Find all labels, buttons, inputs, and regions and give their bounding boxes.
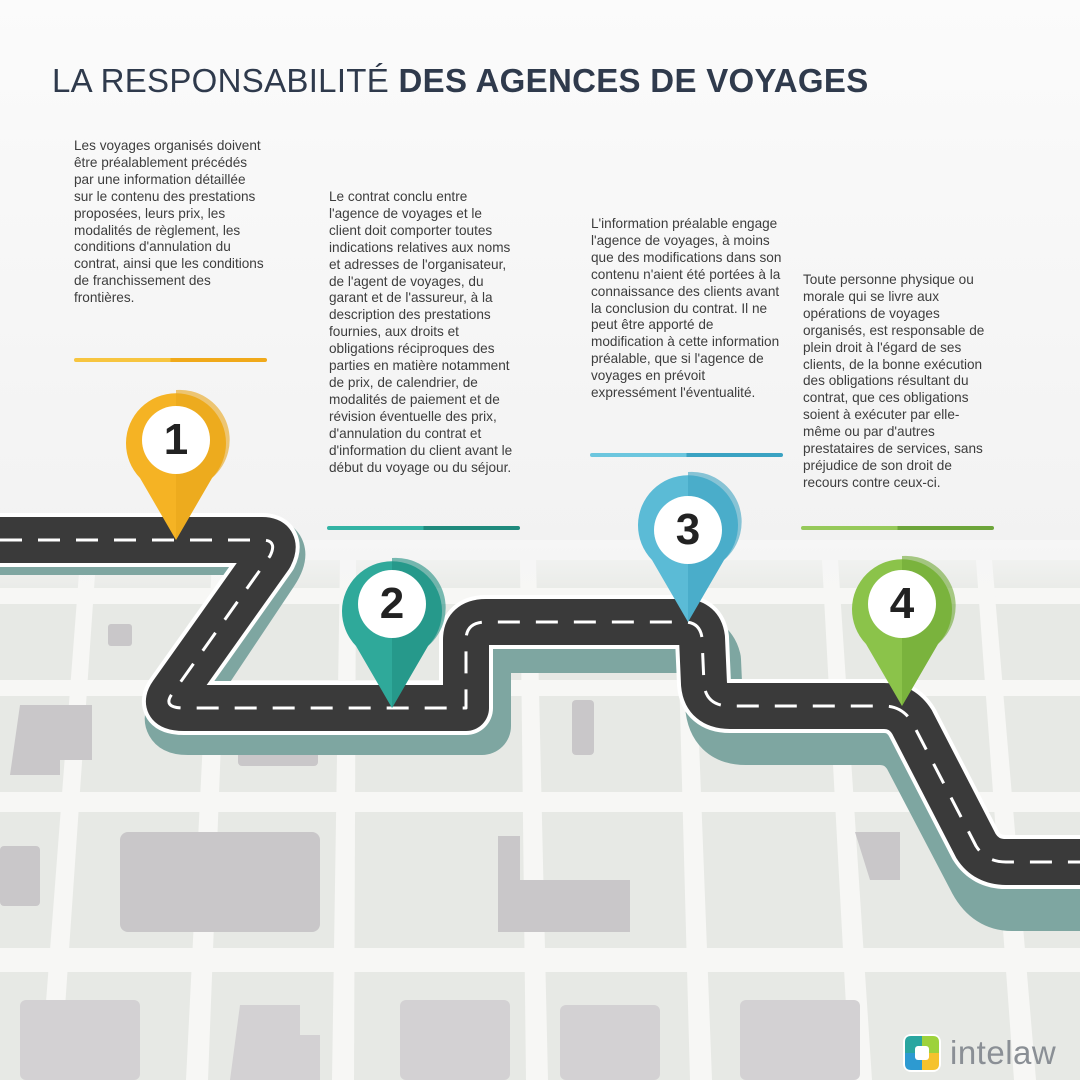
pin-3-number: 3 xyxy=(654,496,722,564)
brand-name: intelaw xyxy=(950,1034,1057,1071)
step-4-underline xyxy=(801,526,994,530)
title-bold: DES AGENCES DE VOYAGES xyxy=(398,62,869,99)
step-2-text: Le contrat conclu entre l'agence de voyages et le client doit comporter toutes indications relatives aux noms et adresses de l'organisateur, de l'agent de voyages, du garant et de l'assureur, à la description des prestations fournies, aux droits et obligations réciproques des parties en matière notamment de prix, de calendrier, de modalités de paiement et de révision éventuelle des prix, d'annulation du contrat et d'information du client avant le début du voyage ou du séjour. xyxy=(329,189,513,475)
step-1-text: Les voyages organisés doivent être préalablement précédés par une information détaillée sur le contenu des prestations proposées, leurs prix, les modalités de règlement, les conditions d'annulation du contrat, ainsi que les conditions de franchissement des frontières. xyxy=(74,138,264,306)
intelaw-logo-icon xyxy=(903,1034,941,1072)
page-title xyxy=(52,62,869,100)
title-light: LA RESPONSABILITÉ xyxy=(52,62,390,99)
step-1-underline xyxy=(74,358,267,362)
step-3-text: L'information préalable engage l'agence de voyages, à moins que des modifications dans son contenu n'aient été portées à la connaissance des clients avant la conclusion du contrat. Il ne peut être apporté de modification à cette information préalable, que si l'agence de voyages en prévoit expressément l'éventualité. xyxy=(591,216,782,401)
step-3-underline xyxy=(590,453,783,457)
step-4-text: Toute personne physique ou morale qui se livre aux opérations de voyages organisés, est responsable de plein droit à l'égard de ses clients, de la bonne exécution des obligations résultant du contrat, que ces obligations soient à exécuter par elle-même ou par d'autres prestataires de services, sans préjudice de son droit de recours contre ceux-ci. xyxy=(803,272,985,490)
pin-1-number: 1 xyxy=(142,406,210,474)
pin-2-number: 2 xyxy=(358,570,426,638)
pin-4-number: 4 xyxy=(868,570,936,638)
step-2-underline xyxy=(327,526,520,530)
